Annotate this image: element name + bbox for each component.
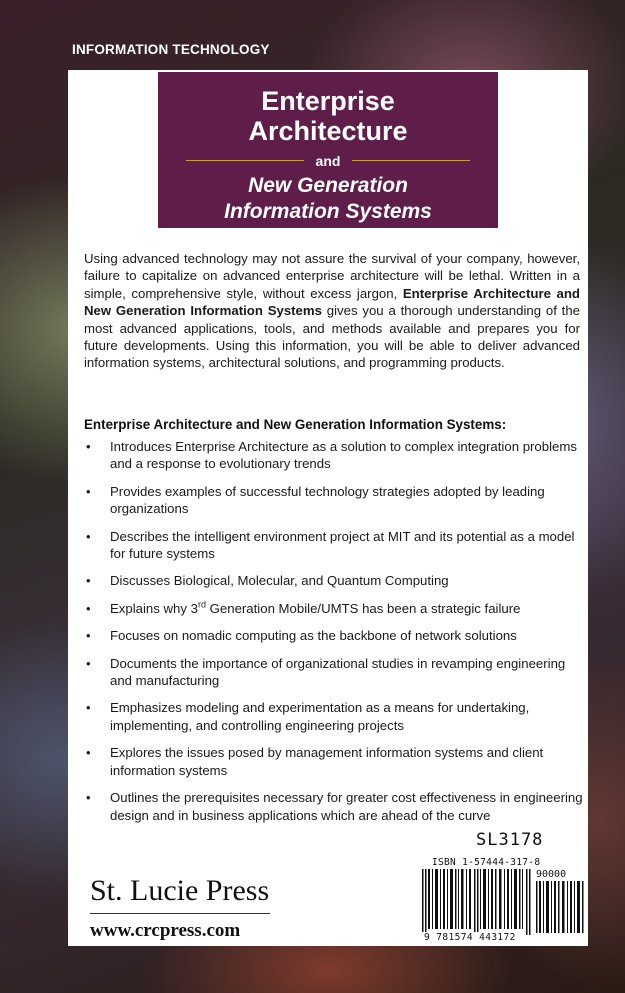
list-item-text: Documents the importance of organizational studies in revamping engineering and manufacturing [110,655,566,689]
bullet-icon: • [86,573,91,589]
list-item [84,483,584,518]
ordinal-suffix: rd [197,599,206,610]
list-item [84,438,584,473]
title-line-3: New Generation [248,174,408,197]
website-url[interactable]: www.crcpress.com [90,920,241,941]
title-line-1: Enterprise [261,86,395,116]
bullet-icon: • [86,745,91,761]
isbn-label: ISBN 1-57444-317-8 [432,857,541,868]
list-item-text: Introduces Enterprise Architecture as a solution to complex integration problems and a response to evolutionary trends [110,439,577,472]
bullet-icon: • [86,628,91,644]
list-item [84,744,584,779]
list-item-text: Explores the issues posed by management information systems and client information systems [110,745,544,778]
list-item-text [110,601,520,616]
features-heading: Enterprise Architecture and New Generation Information Systems: [84,417,507,432]
list-item [84,655,584,690]
list-item-text-pre: Explains why 3 [110,600,198,616]
list-item [84,528,584,563]
publisher-logo: St. Lucie Press [90,874,270,907]
list-item-text: Provides examples of successful technology strategies adopted by leading organizations [110,483,545,517]
title-connector: and [315,153,341,169]
intro-text-1: Using advanced technology may not assure the survival of your company, however, failure to capitalize on advanced enterprise architecture will be lethal. Written in a simple, comprehensive style, without excess jargon, [84,251,580,301]
barcode-block [420,857,588,944]
list-item [84,600,584,617]
back-cover-panel [68,70,588,946]
list-item-text-post: Generation Mobile/UMTS has been a strategic failure [205,600,521,616]
bullet-icon: • [86,700,91,716]
list-item [84,699,584,734]
list-item-text: Emphasizes modeling and experimentation as a means for undertaking, implementing, and controlling engineering projects [110,700,530,733]
barcode-icon [422,869,532,935]
list-item-text: Describes the intelligent environment project at MIT and its potential as a model for future systems [110,528,575,562]
title-block [158,72,498,228]
intro-text-2: gives you a thorough understanding of the most advanced applications, tools, and methods available and prepares you for future developments. Using this information, you will be able to deliver advanced information systems, architectural solutions, and programming products. [84,303,581,371]
title-rule-right [352,160,470,161]
title-connector-row [186,152,470,170]
features-list [84,438,584,834]
bullet-icon: • [86,439,91,454]
bullet-icon: • [86,528,91,544]
title-line-2: Architecture [248,116,408,146]
bullet-icon: • [86,655,91,671]
series-label: INFORMATION TECHNOLOGY [72,42,270,57]
intro-book-title: Enterprise Architecture and New Generation Information Systems [84,285,580,319]
list-item-text: Outlines the prerequisites necessary for greater cost effectiveness in engineering design and in business applications which are ahead of the curve [110,790,583,823]
list-item [84,627,584,644]
addon-barcode-icon [536,881,586,933]
ean-digits: 9 781574 443172 [424,932,516,943]
bullet-icon: • [86,483,91,499]
bullet-icon: • [86,790,91,806]
title-line-4: Information Systems [224,200,432,223]
catalog-code: SL3178 [476,830,544,850]
list-item [84,572,584,589]
publisher-rule [90,913,270,914]
bullet-icon: • [86,600,91,616]
price-code: 90000 [536,869,567,880]
list-item-text: Discusses Biological, Molecular, and Quantum Computing [110,573,449,589]
list-item-text: Focuses on nomadic computing as the backbone of network solutions [110,628,517,644]
intro-paragraph [84,250,580,372]
list-item [84,789,584,824]
